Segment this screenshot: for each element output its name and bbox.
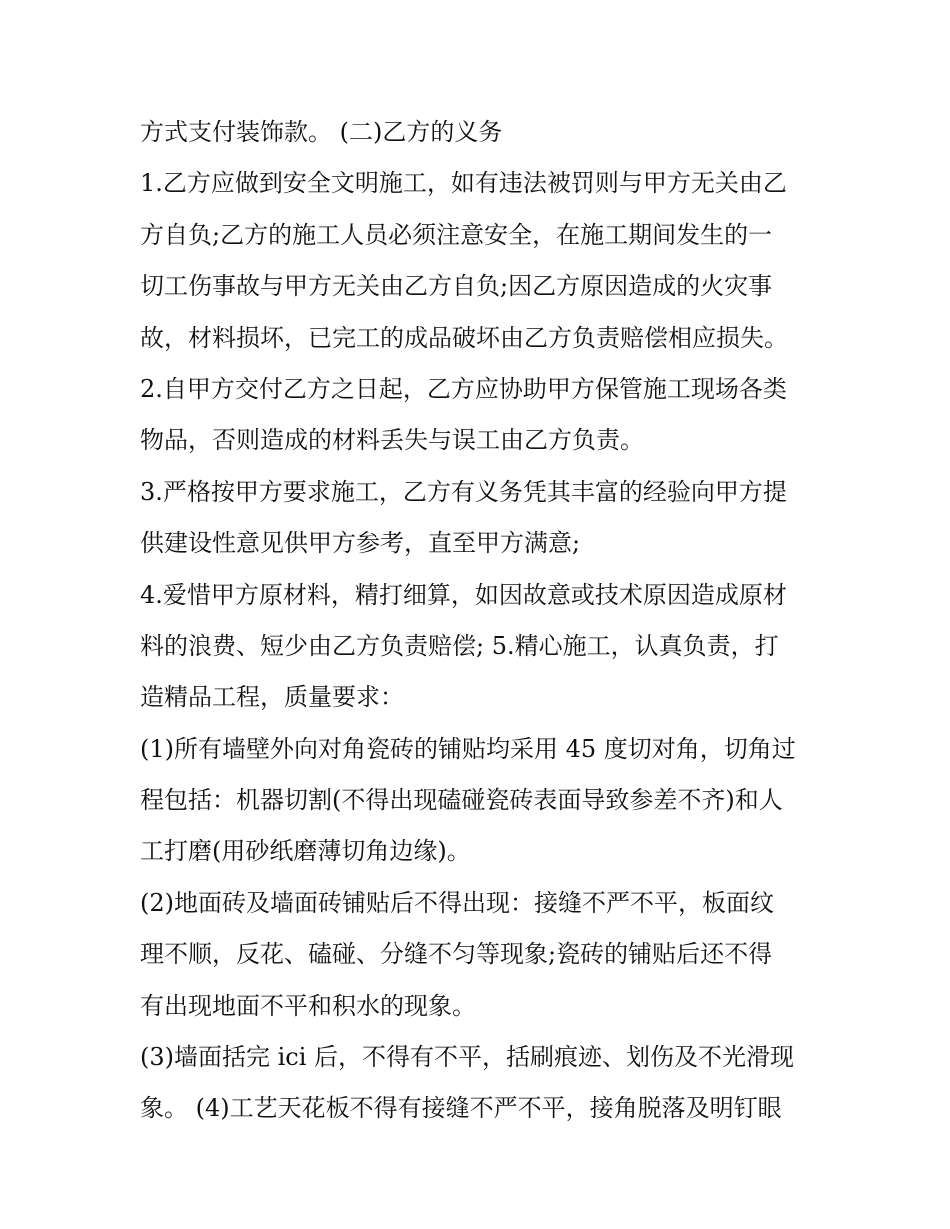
- text-line: 2.自甲方交付乙方之日起，乙方应协助甲方保管施工现场各类: [140, 374, 787, 403]
- text-line: 物品，否则造成的材料丢失与误工由乙方负责。: [140, 426, 644, 455]
- text-line: 4.爱惜甲方原材料，精打细算，如因故意或技术原因造成原材: [140, 580, 787, 609]
- text-line: 1.乙方应做到安全文明施工，如有违法被罚则与甲方无关由乙: [140, 169, 787, 198]
- text-line: 造精品工程，质量要求：: [140, 683, 404, 712]
- text-line: (1)所有墙壁外向对角瓷砖的铺贴均采用 45 度切对角，切角过: [140, 734, 796, 763]
- text-line: (3)墙面括完 ici 后，不得有不平，括刷痕迹、划伤及不光滑现: [140, 1043, 795, 1072]
- text-line: 故，材料损坏，已完工的成品破坏由乙方负责赔偿相应损失。: [140, 323, 788, 352]
- text-line: 料的浪费、短少由乙方负责赔偿; 5.精心施工，认真负责，打: [140, 631, 779, 660]
- text-line: 工打磨(用砂纸磨薄切角边缘)。: [140, 837, 471, 866]
- text-line: 供建设性意见供甲方参考，直至甲方满意;: [140, 529, 581, 558]
- document-body: [140, 107, 820, 1135]
- text-line: 切工伤事故与甲方无关由乙方自负;因乙方原因造成的火灾事: [140, 272, 773, 301]
- text-line: 象。 (4)工艺天花板不得有接缝不严不平，接角脱落及明钉眼: [140, 1094, 782, 1123]
- text-line: 理不顺，反花、磕碰、分缝不匀等现象;瓷砖的铺贴后还不得: [140, 940, 773, 969]
- text-line: 有出现地面不平和积水的现象。: [140, 991, 476, 1020]
- text-line: 3.严格按甲方要求施工，乙方有义务凭其丰富的经验向甲方提: [140, 477, 787, 506]
- text-line: 方式支付装饰款。 (二)乙方的义务: [140, 118, 503, 146]
- text-line: 方自负;乙方的施工人员必须注意安全，在施工期间发生的一: [140, 220, 773, 249]
- text-line: (2)地面砖及墙面砖铺贴后不得出现：接缝不严不平，板面纹: [140, 888, 774, 917]
- text-line: 程包括：机器切割(不得出现磕碰瓷砖表面导致参差不齐)和人: [140, 786, 783, 815]
